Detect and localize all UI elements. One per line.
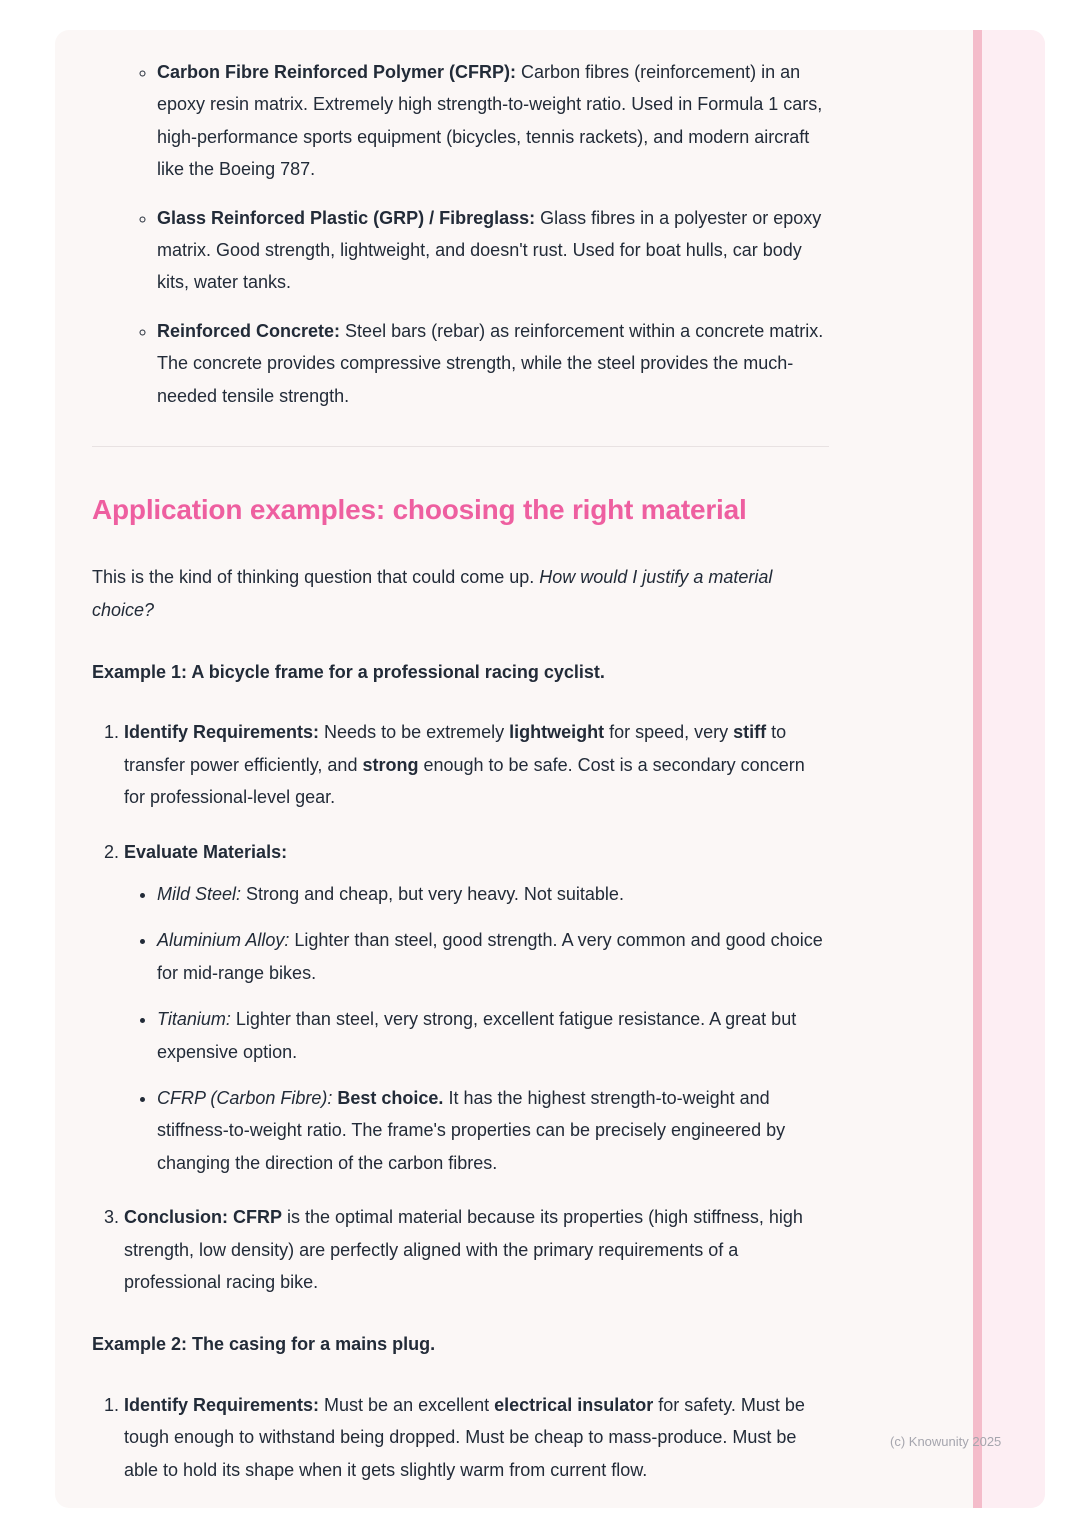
example2-title: Example 2: The casing for a mains plug. [92, 1334, 436, 1355]
document-content [92, 56, 829, 1516]
step-evaluate-materials [124, 836, 829, 1180]
step-conclusion: 3. Conclusion: CFRP is the optimal material because its properties (high stiffness, high strength, low density) are perfectly aligned with the primary requirements of a professional racing bike. [124, 1201, 829, 1298]
materials-list [124, 878, 829, 1179]
composite-item-grp: ◦ Glass Reinforced Plastic (GRP) / Fibreglass: Glass fibres in a polyester or epoxy matrix. Good strength, lightweight, and doesn't rust. Used for boat hulls, car body kits, water tanks. [157, 202, 829, 299]
accent-stripe [973, 30, 982, 1508]
material-item-aluminium-alloy: • Aluminium Alloy: Lighter than steel, good strength. A very common and good choice for mid-range bikes. [157, 924, 829, 989]
section-heading: Application examples: choosing the right material [92, 493, 747, 525]
material-item-cfrp: • CFRP (Carbon Fibre): Best choice. It has the highest strength-to-weight and stiffness-to-weight ratio. The frame's properties can be precisely engineered by changing the direction of the carbon fibres. [157, 1082, 829, 1179]
material-item-titanium: • Titanium: Lighter than steel, very strong, excellent fatigue resistance. A great but expensive option. [157, 1003, 829, 1068]
example1-steps [92, 716, 829, 1298]
material-item-mild-steel: • Mild Steel: Strong and cheap, but very heavy. Not suitable. [157, 878, 829, 910]
composite-item-cfrp: ◦ Carbon Fibre Reinforced Polymer (CFRP): Carbon fibres (reinforcement) in an epoxy resin matrix. Extremely high strength-to-weight ratio. Used in Formula 1 cars, high-performance sports equipment (bicycles, tennis rackets), and modern aircraft like the Boeing 787. [157, 56, 829, 186]
watermark: (c) Knowunity 2025 [890, 1434, 1002, 1449]
step-identify-requirements-2: 1. Identify Requirements: Must be an excellent electrical insulator for safety. Must be tough enough to withstand being dropped. Must be cheap to mass-produce. Must be able to hold its shape when it gets slightly warm from current flow. [124, 1389, 829, 1486]
example1-title: Example 1: A bicycle frame for a professional racing cyclist. [92, 662, 605, 683]
example2-steps [92, 1389, 829, 1486]
step-evaluate-materials-label: Evaluate Materials: [124, 841, 288, 862]
composites-list [92, 56, 829, 412]
right-margin-band [982, 30, 1045, 1508]
document-card [55, 30, 1045, 1508]
step-identify-requirements: 1. Identify Requirements: Needs to be extremely lightweight for speed, very stiff to transfer power efficiently, and strong enough to be safe. Cost is a secondary concern for professional-level gear. [124, 716, 829, 813]
intro-paragraph: This is the kind of thinking question that could come up. How would I justify a material choice? [92, 567, 773, 620]
composite-item-reinforced-concrete: ◦ Reinforced Concrete: Steel bars (rebar) as reinforcement within a concrete matrix. The concrete provides compressive strength, while the steel provides the much-needed tensile strength. [157, 315, 829, 412]
section-divider [92, 446, 829, 447]
